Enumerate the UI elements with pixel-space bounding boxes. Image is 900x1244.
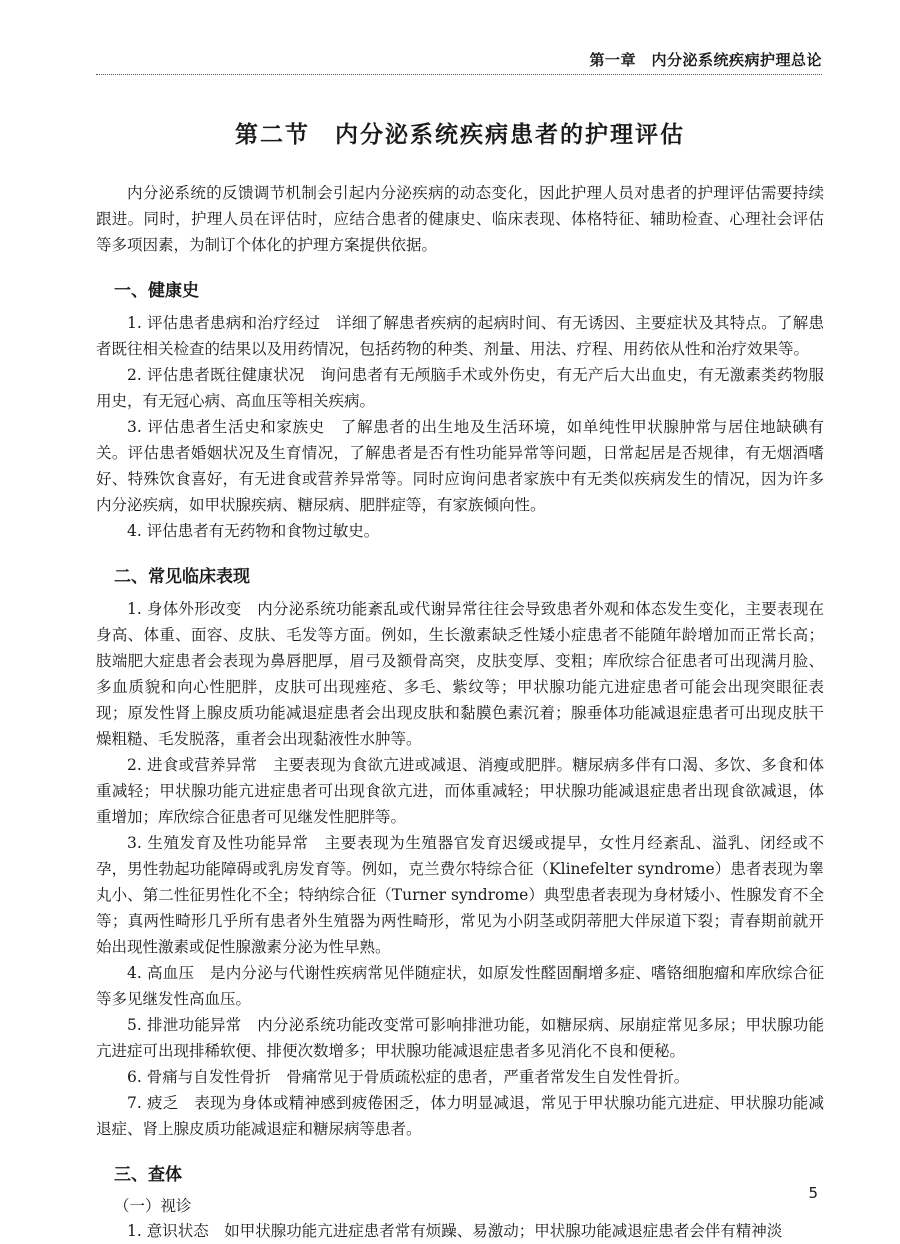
item-text: 内分泌系统功能紊乱或代谢异常往往会导致患者外观和体态发生变化，主要表现在身高、体重、面容、皮肤、毛发等方面。例如，生长激素缺乏性矮小症患者不能随年龄增加而正常长高；肢端肥大症患者会表现为鼻唇肥厚，眉弓及额骨高突，皮肤变厚、变粗；库欣综合征患者可出现满月脸、多血质貌和向心性肥胖，皮肤可出现痤疮、多毛、紫纹等；甲状腺功能亢进症患者可能会出现突眼征表现；原发性肾上腺皮质功能减退症患者会出现皮肤和黏膜色素沉着；腺垂体功能减退症患者可出现皮肤干燥粗糙、毛发脱落，重者会出现黏液性水肿等。: [96, 600, 824, 748]
item-lead: 7. 疲乏: [127, 1094, 179, 1112]
item-text: 详细了解患者疾病的起病时间、有无诱因、主要症状及其特点。了解患者既往相关检查的结果以及用药情况，包括药物的种类、剂量、用法、疗程、用药依从性和治疗效果等。: [96, 314, 824, 358]
header-rule: [96, 74, 822, 75]
item-text: 询问患者有无颅脑手术或外伤史，有无产后大出血史，有无激素类药物服用史，有无冠心病、高血压等相关疾病。: [96, 366, 824, 410]
item-lead: 6. 骨痛与自发性骨折: [127, 1068, 271, 1086]
item-lead: 1. 意识状态: [127, 1222, 209, 1240]
item-text: 表现为身体或精神感到疲倦困乏，体力明显减退，常见于甲状腺功能亢进症、甲状腺功能减退症、肾上腺皮质功能减退症和糖尿病等患者。: [96, 1094, 824, 1138]
clinical-item: [96, 1012, 824, 1064]
intro-paragraph: 内分泌系统的反馈调节机制会引起内分泌疾病的动态变化，因此护理人员对患者的护理评估需要持续跟进。同时，护理人员在评估时，应结合患者的健康史、临床表现、体格特征、辅助检查、心理社会评估等多项因素，为制订个体化的护理方案提供依据。: [96, 184, 824, 254]
page-number: 5: [808, 1184, 818, 1202]
item-text: 内分泌系统功能改变常可影响排泄功能，如糖尿病、尿崩症常见多尿；甲状腺功能亢进症可出现排稀软便、排便次数增多；甲状腺功能减退症患者多见消化不良和便秘。: [96, 1016, 824, 1060]
item-lead: 4. 高血压: [127, 964, 195, 982]
clinical-item: [96, 960, 824, 1012]
page-content: [96, 116, 824, 1244]
item-lead: 3. 生殖发育及性功能异常: [127, 834, 309, 852]
clinical-item: [96, 1064, 824, 1090]
section-title: 第二节 内分泌系统疾病患者的护理评估: [235, 121, 685, 148]
subheading-inspection: （一）视诊: [114, 1197, 192, 1215]
heading-exam: 三、查体: [114, 1165, 182, 1185]
clinical-item: [96, 752, 824, 830]
heading-health-history: 一、健康史: [114, 281, 199, 301]
clinical-item: [96, 1090, 824, 1142]
item-text: 主要表现为食欲亢进或减退、消瘦或肥胖。糖尿病多伴有口渴、多饮、多食和体重减轻；甲状腺功能亢进症患者可出现食欲亢进，而体重减轻；甲状腺功能减退症患者出现食欲减退，体重增加；库欣综合征患者可见继发性肥胖等。: [96, 756, 824, 826]
item-lead: 2. 评估患者既往健康状况: [127, 366, 305, 384]
item-lead: 3. 评估患者生活史和家族史: [127, 418, 325, 436]
health-history-item: [96, 362, 824, 414]
item-text: 如甲状腺功能亢进症患者常有烦躁、易激动；甲状腺功能减退症患者会伴有精神淡: [224, 1222, 783, 1240]
heading-clinical: 二、常见临床表现: [114, 567, 250, 587]
item-text: 了解患者的出生地及生活环境，如单纯性甲状腺肿常与居住地缺碘有关。评估患者婚姻状况及生育情况，了解患者是否有性功能异常等问题，日常起居是否规律，有无烟酒嗜好、特殊饮食喜好，有无进食或营养异常等。同时应询问患者家族中有无类似疾病发生的情况，因为许多内分泌疾病，如甲状腺疾病、糖尿病、肥胖症等，有家族倾向性。: [96, 418, 824, 514]
health-history-item: [96, 518, 824, 544]
item-text: 主要表现为生殖器官发育迟缓或提早，女性月经紊乱、溢乳、闭经或不孕，男性勃起功能障碍或乳房发育等。例如，克兰费尔特综合征（Klinefelter syndrome）患者表现为睾丸小、第二性征男性化不全；特纳综合征（Turner syndrome）典型患者表现为身材矮小、性腺发育不全等；真两性畸形几乎所有患者外生殖器为两性畸形，常见为小阴茎或阴蒂肥大伴尿道下裂；青春期前就开始出现性激素或促性腺激素分泌为性早熟。: [96, 834, 824, 956]
exam-item: [96, 1218, 824, 1244]
health-history-item: [96, 310, 824, 362]
clinical-item: [96, 596, 824, 752]
item-lead: 4. 评估患者有无药物和食物过敏史。: [127, 522, 380, 540]
health-history-item: [96, 414, 824, 518]
item-text: 骨痛常见于骨质疏松症的患者，严重者常发生自发性骨折。: [286, 1068, 690, 1086]
item-lead: 2. 进食或营养异常: [127, 756, 258, 774]
running-header: 第一章 内分泌系统疾病护理总论: [589, 51, 822, 69]
item-lead: 1. 评估患者患病和治疗经过: [127, 314, 321, 332]
item-lead: 5. 排泄功能异常: [127, 1016, 242, 1034]
clinical-item: [96, 830, 824, 960]
item-text: 是内分泌与代谢性疾病常见伴随症状，如原发性醛固酮增多症、嗜铬细胞瘤和库欣综合征等多见继发性高血压。: [96, 964, 824, 1008]
item-lead: 1. 身体外形改变: [127, 600, 242, 618]
